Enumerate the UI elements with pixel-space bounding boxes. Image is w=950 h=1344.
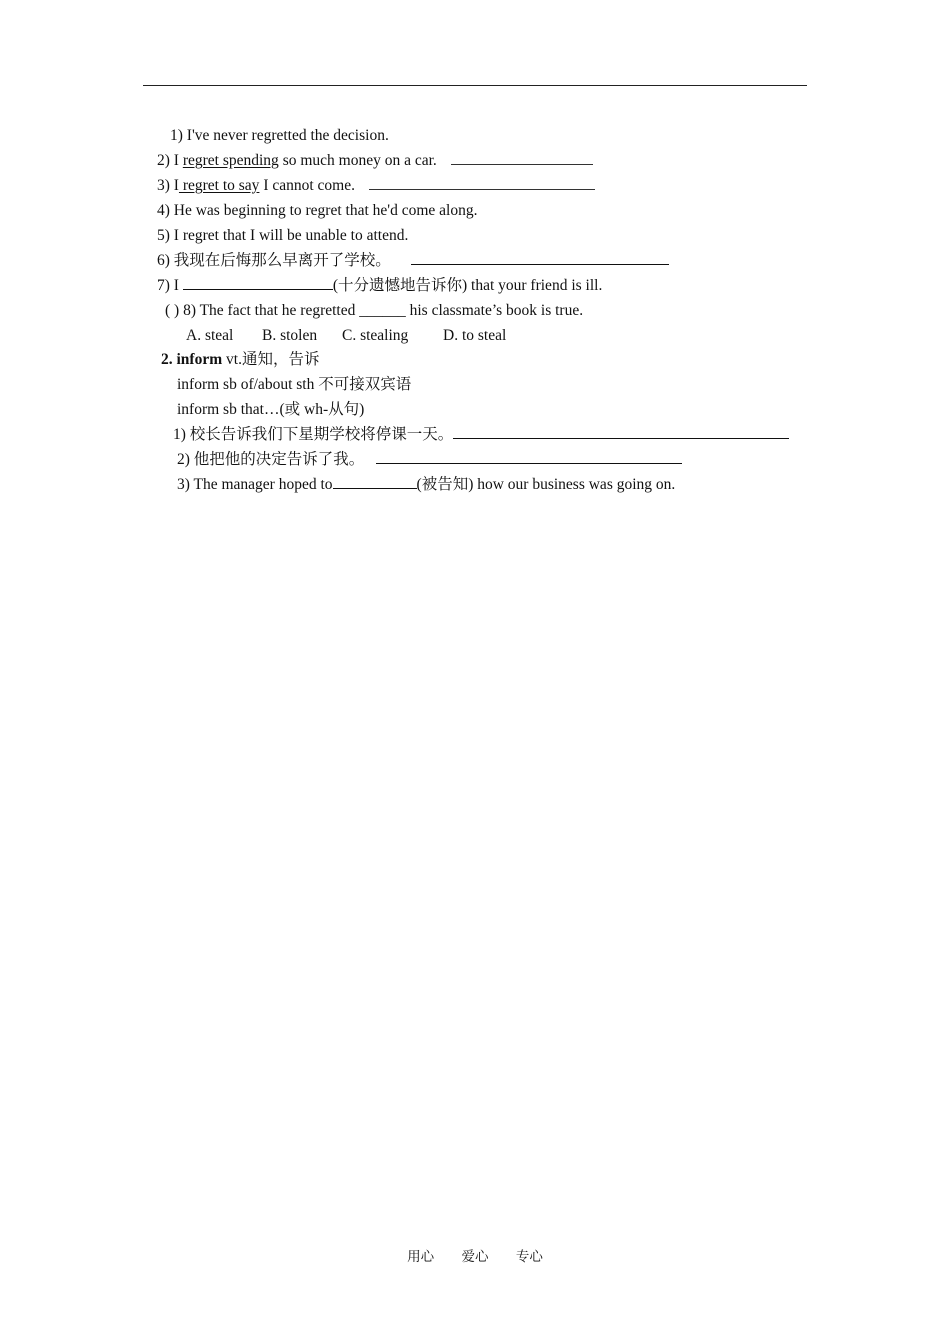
answer-blank-2[interactable] bbox=[451, 164, 593, 165]
sentence-5: 5) I regret that I will be unable to attend. bbox=[157, 227, 409, 244]
inform-usage-2: inform sb that…(或 wh-从句) bbox=[177, 401, 365, 418]
sentence-7-suffix: (十分遗憾地告诉你) that your friend is ill. bbox=[332, 277, 603, 294]
sentence-7-prefix: 7) I bbox=[157, 277, 183, 294]
inform-word: inform bbox=[176, 351, 223, 368]
option-d[interactable]: D. to steal bbox=[443, 327, 507, 344]
sentence-2-prefix: 2) I bbox=[157, 152, 183, 169]
sentence-2-underlined: regret spending bbox=[182, 152, 279, 169]
inform-question-2-text: 2) 他把他的决定告诉了我。 bbox=[177, 451, 365, 468]
answer-blank-inform-1[interactable] bbox=[453, 438, 789, 439]
question-8 bbox=[165, 301, 583, 321]
sentence-3-prefix: 3) I bbox=[157, 177, 179, 194]
sentence-6 bbox=[157, 251, 669, 271]
option-a[interactable]: A. steal bbox=[186, 327, 234, 344]
inform-definition: vt.通知，告诉 bbox=[222, 351, 320, 368]
inform-question-2 bbox=[177, 450, 682, 470]
sentence-3 bbox=[157, 176, 595, 196]
sentence-6-text: 6) 我现在后悔那么早离开了学校。 bbox=[157, 252, 391, 269]
question-8-suffix: his classmate’s book is true. bbox=[405, 302, 584, 319]
inform-heading bbox=[161, 350, 319, 370]
inform-question-3-suffix: (被告知) how our business was going on. bbox=[416, 476, 676, 493]
answer-blank-inform-3[interactable] bbox=[333, 488, 417, 489]
sentence-4: 4) He was beginning to regret that he'd come along. bbox=[157, 202, 478, 219]
question-8-blank: ______ bbox=[359, 302, 406, 319]
header-rule bbox=[143, 85, 807, 86]
option-b[interactable]: B. stolen bbox=[262, 327, 318, 344]
sentence-3-underlined: regret to say bbox=[178, 177, 260, 194]
inform-question-3 bbox=[177, 475, 675, 495]
answer-blank-3[interactable] bbox=[369, 189, 595, 190]
question-8-prefix: 8) The fact that he regretted bbox=[183, 302, 360, 319]
inform-number: 2. bbox=[161, 351, 177, 368]
inform-question-3-prefix: 3) The manager hoped to bbox=[177, 476, 333, 493]
inform-question-1 bbox=[173, 425, 789, 445]
sentence-1: 1) I've never regretted the decision. bbox=[170, 127, 389, 144]
answer-parentheses-8[interactable]: ( ) bbox=[165, 302, 184, 319]
option-c[interactable]: C. stealing bbox=[342, 327, 409, 344]
inform-question-1-text: 1) 校长告诉我们下星期学校将停课一天。 bbox=[173, 426, 454, 443]
footer-text-3: 专心 bbox=[515, 1249, 543, 1264]
footer-text-2: 爱心 bbox=[461, 1249, 489, 1264]
inform-usage-1: inform sb of/about sth 不可接双宾语 bbox=[177, 376, 412, 393]
footer-text-1: 用心 bbox=[407, 1249, 435, 1264]
page-footer bbox=[0, 1248, 950, 1266]
sentence-3-suffix: I cannot come. bbox=[259, 177, 355, 194]
sentence-7 bbox=[157, 276, 602, 296]
answer-blank-inform-2[interactable] bbox=[376, 463, 682, 464]
answer-blank-7[interactable] bbox=[183, 289, 333, 290]
sentence-2 bbox=[157, 151, 593, 171]
answer-blank-6[interactable] bbox=[411, 264, 669, 265]
sentence-2-suffix: so much money on a car. bbox=[278, 152, 437, 169]
